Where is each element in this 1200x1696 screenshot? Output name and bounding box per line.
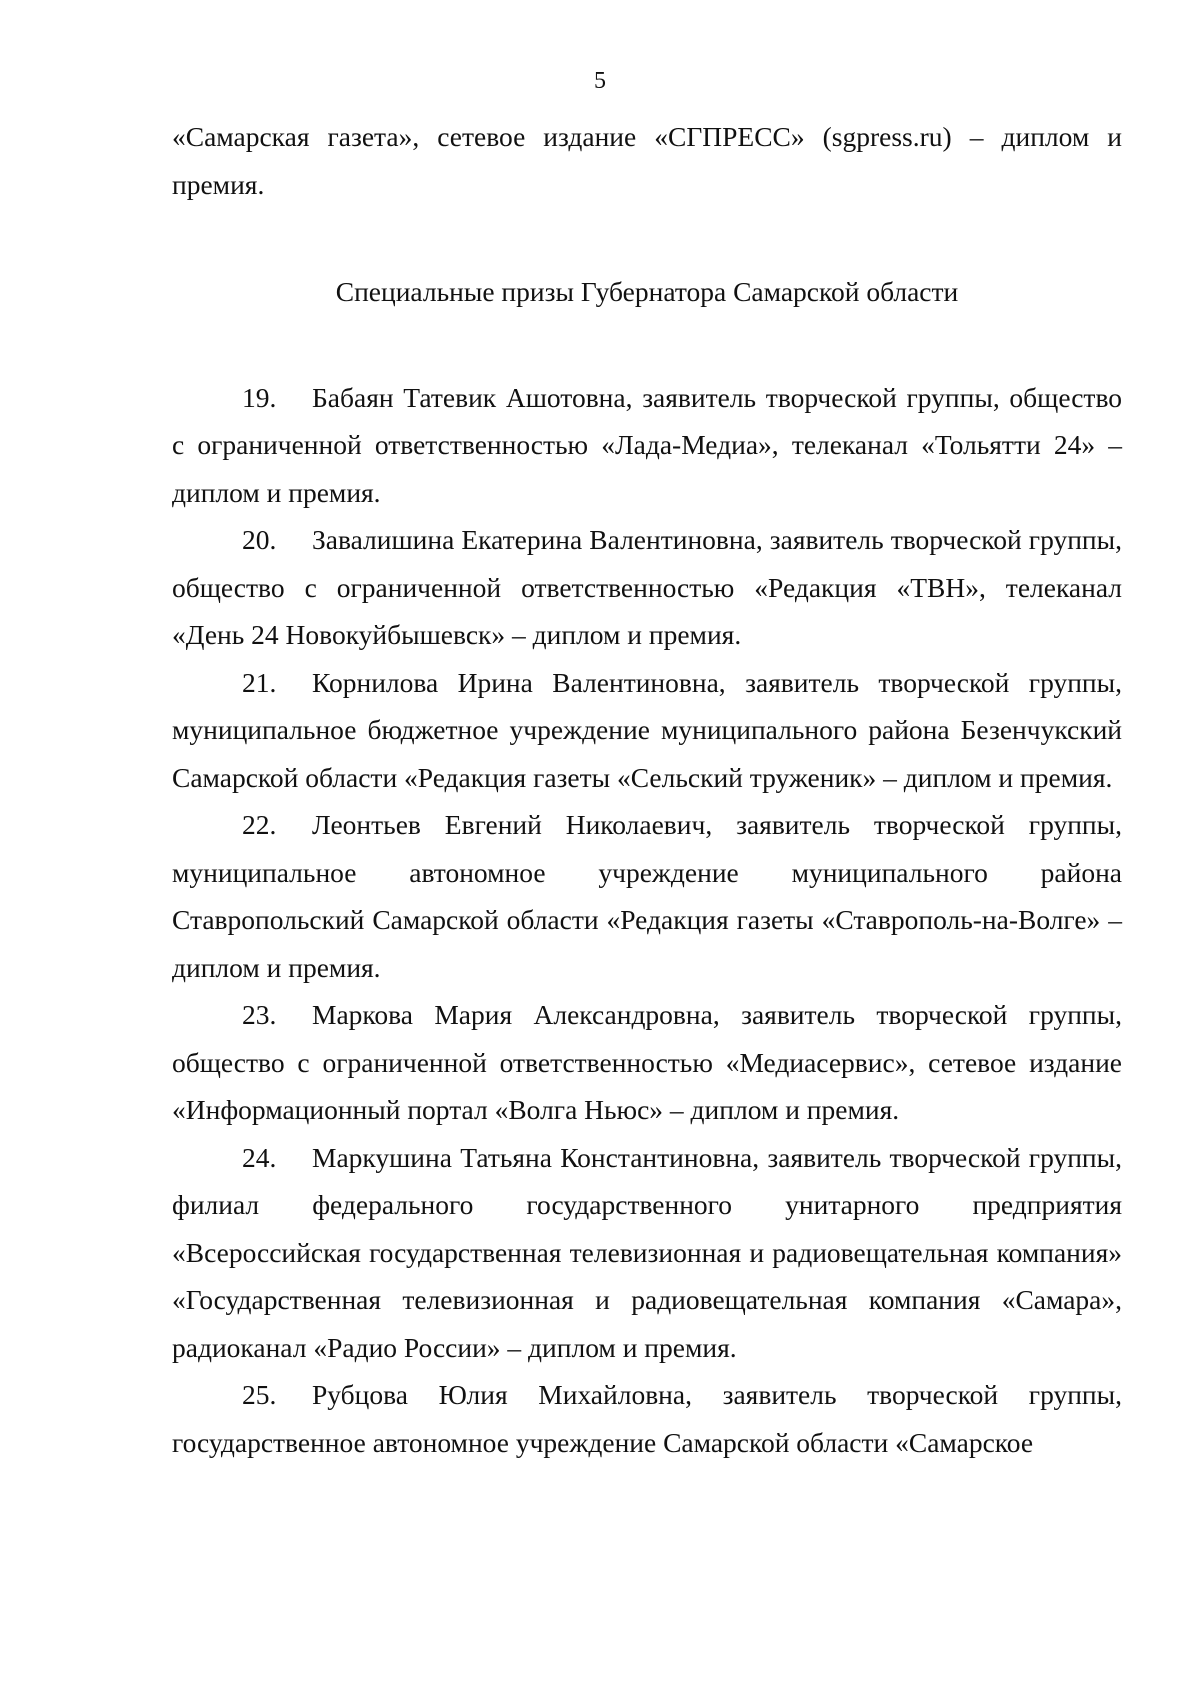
item-text: Маркова Мария Александровна, заявитель творческой группы, общество с ограниченной ответственностью «Медиасервис», сетевое издание «Информационный портал «Волга Ньюс» – диплом и премия. <box>172 999 1122 1125</box>
item-text: Завалишина Екатерина Валентиновна, заявитель творческой группы, общество с ограниченной ответственностью «Редакция «ТВН», телеканал «День 24 Новокуйбышевск» – диплом и премия. <box>172 524 1122 650</box>
page-number: 5 <box>594 68 606 94</box>
list-item <box>172 659 1122 802</box>
award-list <box>172 374 1122 1467</box>
list-item <box>172 374 1122 517</box>
item-text: Леонтьев Евгений Николаевич, заявитель творческой группы, муниципальное автономное учреждение муниципального района Ставропольский Самарской области «Редакция газеты «Ставрополь-на-Волге» – диплом и премия. <box>172 809 1122 983</box>
item-number: 23. <box>242 999 277 1030</box>
item-number: 22. <box>242 809 277 840</box>
list-item <box>172 1134 1122 1372</box>
list-item <box>172 991 1122 1134</box>
document-body <box>172 113 1122 1466</box>
item-number: 21. <box>242 666 277 698</box>
item-number: 19. <box>242 381 277 413</box>
item-number: 24. <box>242 1141 277 1173</box>
section-heading: Специальные призы Губернатора Самарской области <box>335 276 959 307</box>
intro-paragraph: «Самарская газета», сетевое издание «СГПРЕСС» (sgpress.ru) – диплом и премия. <box>172 121 1122 200</box>
item-text: Бабаян Татевик Ашотовна, заявитель творческой группы, общество с ограниченной ответственностью «Лада-Медиа», телеканал «Тольятти 24» – диплом и премия. <box>172 381 1122 508</box>
item-text: Рубцова Юлия Михайловна, заявитель творческой группы, государственное автономное учреждение Самарской области «Самарское <box>172 1379 1122 1458</box>
item-text: Маркушина Татьяна Константиновна, заявитель творческой группы, филиал федерального государственного унитарного предприятия «Всероссийская государственная телевизионная и радиовещательная компания» «Государственная телевизионная и радиовещательная компания «Самара», радиоканал «Радио России» – диплом и премия. <box>172 1141 1122 1363</box>
list-item <box>172 516 1122 659</box>
item-number: 25. <box>242 1379 277 1410</box>
item-number: 20. <box>242 524 277 555</box>
list-item <box>172 801 1122 991</box>
list-item <box>172 1371 1122 1466</box>
item-text: Корнилова Ирина Валентиновна, заявитель творческой группы, муниципальное бюджетное учреждение муниципального района Безенчукский Самарской области «Редакция газеты «Сельский труженик» – диплом и премия. <box>172 666 1122 793</box>
